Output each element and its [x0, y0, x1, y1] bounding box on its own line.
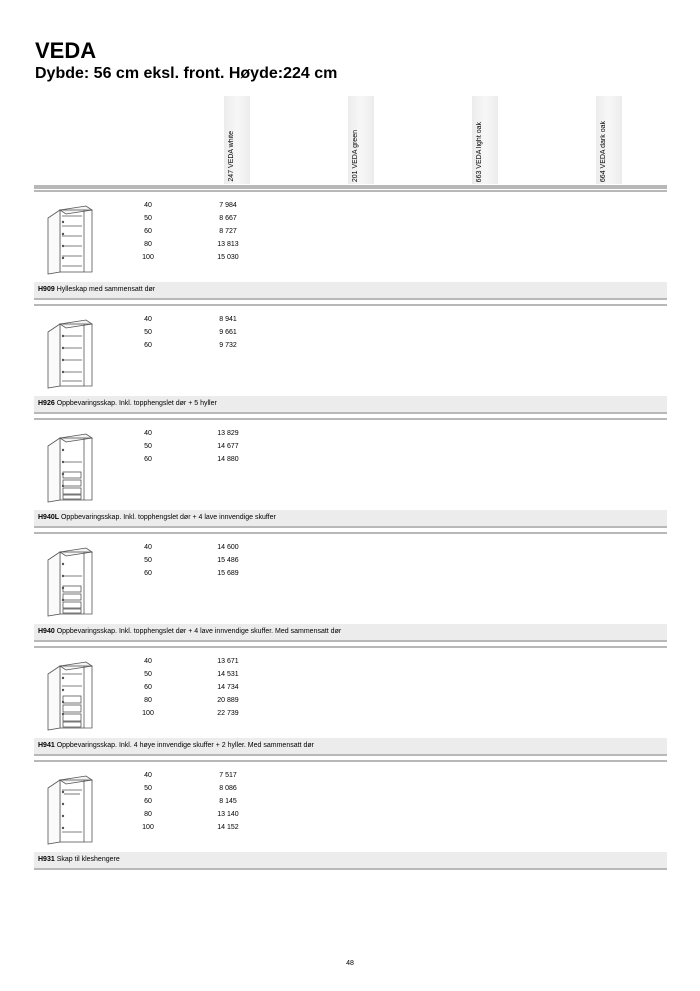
- width-value: 40: [144, 202, 152, 209]
- product-caption: [34, 510, 667, 526]
- width-value: 80: [144, 697, 152, 704]
- column-header-white: 247 VEDA white: [224, 96, 250, 184]
- price-value: 13 671: [217, 658, 239, 665]
- price-value: 14 600: [217, 544, 239, 551]
- product-caption: [34, 852, 667, 868]
- product-description: Hylleskap med sammensatt dør: [56, 286, 156, 293]
- header-divider: [34, 185, 667, 189]
- section-divider: [34, 868, 667, 870]
- product-section: [34, 304, 667, 418]
- price-row: [34, 316, 667, 329]
- price-row: [34, 824, 667, 837]
- column-header-dark-oak: 664 VEDA dark oak: [596, 96, 622, 184]
- price-row: [34, 241, 667, 254]
- product-section: [34, 646, 667, 760]
- price-value: 13 829: [217, 430, 239, 437]
- price-row: [34, 697, 667, 710]
- width-value: 40: [144, 316, 152, 323]
- price-value: 8 667: [219, 215, 237, 222]
- width-value: 80: [144, 241, 152, 248]
- price-row: [34, 785, 667, 798]
- price-value: 22 739: [217, 710, 239, 717]
- width-value: 40: [144, 772, 152, 779]
- price-value: 20 889: [217, 697, 239, 704]
- section-divider: [34, 412, 667, 414]
- column-header-light-oak: 663 VEDA light oak: [472, 96, 498, 184]
- width-value: 60: [144, 798, 152, 805]
- price-value: 7 517: [219, 772, 237, 779]
- price-row: [34, 443, 667, 456]
- width-value: 50: [144, 329, 152, 336]
- column-header-green: 201 VEDA green: [348, 96, 374, 184]
- price-value: 9 732: [219, 342, 237, 349]
- price-value: 15 030: [217, 254, 239, 261]
- width-value: 40: [144, 658, 152, 665]
- price-value: 7 984: [219, 202, 237, 209]
- price-value: 15 486: [217, 557, 239, 564]
- width-value: 40: [144, 430, 152, 437]
- page-title: VEDA: [35, 38, 97, 63]
- section-divider: [34, 646, 667, 648]
- width-value: 60: [144, 456, 152, 463]
- price-row: [34, 658, 667, 671]
- price-value: 14 880: [217, 456, 239, 463]
- section-divider: [34, 418, 667, 420]
- product-code: H940L: [38, 514, 60, 521]
- product-code: H926: [38, 400, 55, 407]
- width-value: 50: [144, 557, 152, 564]
- width-value: 100: [142, 710, 154, 717]
- price-value: 15 689: [217, 570, 239, 577]
- product-caption: [34, 396, 667, 412]
- price-value: 14 734: [217, 684, 239, 691]
- product-code: H941: [38, 742, 55, 749]
- product-description: Oppbevaringsskap. Inkl. topphengslet dør + 5 hyller: [56, 400, 217, 407]
- section-divider: [34, 190, 667, 192]
- width-value: 50: [144, 671, 152, 678]
- width-value: 40: [144, 544, 152, 551]
- price-row: [34, 684, 667, 697]
- price-row: [34, 811, 667, 824]
- width-value: 60: [144, 684, 152, 691]
- price-value: 14 531: [217, 671, 239, 678]
- price-row: [34, 798, 667, 811]
- price-row: [34, 329, 667, 342]
- product-section: [34, 190, 667, 304]
- width-value: 60: [144, 228, 152, 235]
- product-caption: [34, 624, 667, 640]
- product-code: H931: [38, 856, 55, 863]
- product-section: [34, 418, 667, 532]
- product-code: H909: [38, 286, 55, 293]
- product-description: Oppbevaringsskap. Inkl. 4 høye innvendige skuffer + 2 hyller. Med sammensatt dør: [56, 742, 314, 749]
- price-row: [34, 202, 667, 215]
- section-divider: [34, 304, 667, 306]
- price-row: [34, 710, 667, 723]
- product-caption: [34, 738, 667, 754]
- width-value: 50: [144, 785, 152, 792]
- width-value: 80: [144, 811, 152, 818]
- width-value: 100: [142, 824, 154, 831]
- price-row: [34, 254, 667, 267]
- product-description: Oppbevaringsskap. Inkl. topphengslet dør + 4 lave innvendige skuffer. Med sammensatt dør: [56, 628, 342, 635]
- price-value: 9 661: [219, 329, 237, 336]
- price-row: [34, 671, 667, 684]
- price-row: [34, 215, 667, 228]
- width-value: 50: [144, 443, 152, 450]
- section-divider: [34, 760, 667, 762]
- page-subtitle: Dybde: 56 cm eksl. front. Høyde:224 cm: [35, 65, 338, 82]
- product-section: [34, 532, 667, 646]
- product-code: H940: [38, 628, 55, 635]
- price-row: [34, 456, 667, 469]
- page-number: 48: [346, 960, 354, 967]
- price-row: [34, 570, 667, 583]
- price-value: 14 677: [217, 443, 239, 450]
- width-value: 50: [144, 215, 152, 222]
- price-row: [34, 342, 667, 355]
- price-value: 13 813: [217, 241, 239, 248]
- price-value: 8 727: [219, 228, 237, 235]
- product-description: Skap til kleshengere: [56, 856, 120, 863]
- price-value: 14 152: [217, 824, 239, 831]
- section-divider: [34, 298, 667, 300]
- price-row: [34, 544, 667, 557]
- section-divider: [34, 754, 667, 756]
- price-value: 13 140: [217, 811, 239, 818]
- section-divider: [34, 532, 667, 534]
- section-divider: [34, 640, 667, 642]
- price-row: [34, 772, 667, 785]
- price-value: 8 086: [219, 785, 237, 792]
- width-value: 100: [142, 254, 154, 261]
- product-caption: [34, 282, 667, 298]
- price-row: [34, 557, 667, 570]
- price-row: [34, 228, 667, 241]
- price-value: 8 941: [219, 316, 237, 323]
- price-value: 8 145: [219, 798, 237, 805]
- product-section: [34, 760, 667, 874]
- price-row: [34, 430, 667, 443]
- width-value: 60: [144, 570, 152, 577]
- width-value: 60: [144, 342, 152, 349]
- product-description: Oppbevaringsskap. Inkl. topphengslet dør + 4 lave innvendige skuffer: [60, 514, 276, 521]
- section-divider: [34, 526, 667, 528]
